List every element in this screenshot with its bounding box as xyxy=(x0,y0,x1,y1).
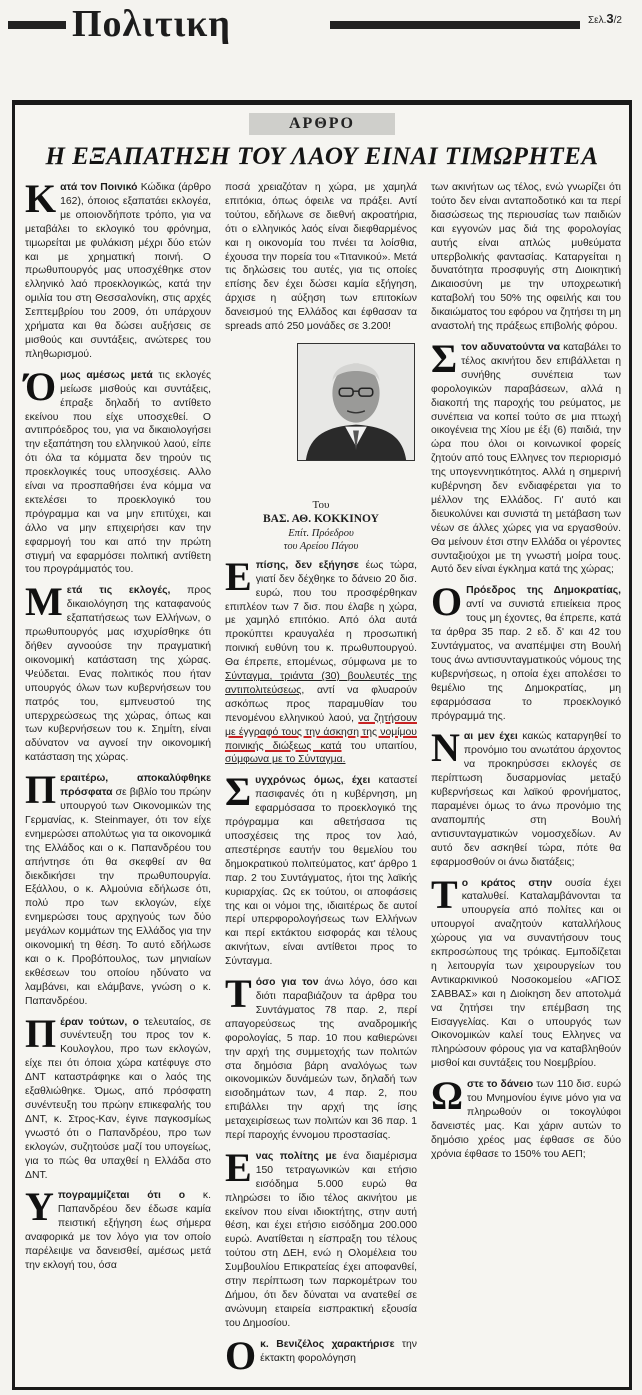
paragraph: Ο κ. Βενιζέλος χαρακτήρισε την έκτακτη φορολόγηση xyxy=(225,1332,418,1378)
paragraph: Περαιτέρω, αποκαλύφθηκε πρόσφατα σε βιβλίο του πρώην υπουργού των Οικονομικών της Γερμανίας, κ. Steinmayer, ότι τον είχε ενημερώσει απολύτως για τα οικονομικά της Ελλάδος και ο κ. Παπανδρέου του απήντησε ότι θα σκεφθεί αν θα διεκδικήσει την πρωθυπουργία. Εξάλλου, ο κ. Αλμούνια εδήλωσε ότι, πολύ προ των εκλογών, είχε ενημερώσει τους αρχηγούς των δύο μεγάλων κομμάτων της Ελλάδος για την οικονομική τη θέση. Το αυτό εδήλωσε και ο κ. Προβόπουλος, των μηνιαίων εκθέσεων του οποίου ηδύνατο να λαμβάνει, και ελάμβανε, γνώση ο κ. Παπανδρέου. xyxy=(25,767,211,1007)
paragraph: Τόσο για τον άνω λόγο, όσο και διότι παραβιάζουν τα άρθρα του Συντάγματος 78 παρ. 2, περί απαγορεύσεως της αναδρομικής φορολογίας, 5 παρ. 10 που καθιερώνει την αρχή της συμμετοχής των πολιτών στα δημόσια βάρη αναλόγως των οικονομικών δυνάμεών των, δηλαδή των εισοδημάτων των, 4 παρ. 2, που επιβάλλει την αρχή της ίσης μεταχειρίσεως των πολιτών και 36 παρ. 1 περί παροχής έννομου προστασίας. xyxy=(225,971,417,1142)
underlined-text: σύμφωνα με το Σύνταγμα. xyxy=(225,754,346,766)
drop-cap: Σ xyxy=(431,335,458,381)
paragraph: Όμως αμέσως μετά τις εκλογές μείωσε μισθούς και συντάξεις, έπραξε δηλαδή το αντίθετο εκείνου που είχε υποσχεθεί. Ο αντιπρόεδρος του, για να δικαιολογήσει την εξαπάτηση του ελληνικού λαού, είπε ότι όλα τα κόμματα δεν τηρούν τις προεκλογικές τους υποσχέσεις. Αλλο είναι να προσπαθήσει ένα κόμμα να εκτελέσει το προεκλογικό του πρόγραμμα και να μην επιτύχει, και άλλο να μην επιχειρήσει καν την εφαρμογή του και από την πρώτη στιγμή να εφαρμόσει πολιτική αντίθετη του προγράμματός του. xyxy=(25,363,211,576)
page-number: Σελ.3/2 xyxy=(588,11,622,26)
drop-cap: Τ xyxy=(225,971,252,1017)
article-frame xyxy=(12,100,632,1390)
drop-cap: Κ xyxy=(25,176,57,221)
paragraph: Ο Πρόεδρος της Δημοκρατίας, αντί να συνιστά επιείκεια προς τους μη έχοντες, θα έπρεπε, κατά τα άρθρα 35 παρ. 2 εδ. δ' και 42 του Συντάγματος, να αναπέμψει στη Βουλή τους άνω αντισυνταγματικούς νόμους της κυβερνήσεως, η οποία έχει απολέσει το θεμέλιο της Δημοκρατίας, μη εφαρμόσασα το προεκλογικό πρόγραμμά της. xyxy=(431,579,621,722)
drop-cap: Ό xyxy=(25,363,57,409)
paragraph: των ακινήτων ως τέλος, ενώ γνωρίζει ότι τούτο δεν είναι ανταποδοτικό και τα περί διασώσεως της περιουσίας των παιδιών και εγγονών μας διά της φορολογίας αυτής είναι απλώς μυθεύματα υπερβολικής φαντασίας. Καταργείται η δυνατότητα προσφυγής στη Διοικητική Δικαιοσύνη με την υποχρεωτική καταβολή του 50% της οφειλής και του δικαιώματος του εφόρου να ζητήσει τη μη αναστολή της πράξεως επιβολής φόρου. xyxy=(431,182,621,333)
red-underlined-text: να ζητήσουν με έγγραφό τους την άσκηση της νομίμου ποινικής διώξεως κατά xyxy=(225,712,417,752)
paragraph: Επίσης, δεν εξήγησε έως τώρα, γιατί δεν δέχθηκε το δάνειο 20 δισ. ευρώ, που του προσφέρθηκαν επιπλέον των 7 δισ. που έλαβε η χώρα, με χαμηλό επιτόκιο. Από όλα αυτά προκύπτει κραυγαλέα η προσωπική ποινική ευθύνη του κ. πρωθυπουργού. Θα έπρεπε, επομένως, σύμφωνα με το Σύνταγμα, τριάντα (30) βουλευτές της αντιπολιτεύσεως, αντί να φλυαρούν ασκόπως προς παραμυθίαν του πενομένου ελληνικού λαού, να ζητήσουν με έγγραφό τους την άσκηση της νομίμου ποινικής διώξεως κατά του υπαιτίου, σύμφωνα με το Σύνταγμα. xyxy=(225,553,417,766)
author-title-1: Επίτ. Πρόεδρου xyxy=(288,527,354,539)
drop-cap: Υ xyxy=(25,1184,54,1230)
author-title-2: του Αρείου Πάγου xyxy=(283,540,359,552)
paragraph: Ενας πολίτης με ένα διαμέρισμα 150 τετραγωνικών και ετήσιο εισόδημα 5.000 ευρώ θα πληρώσει το ίδιο τέλος ακινήτου με εκείνον που είναι ιδιοκτήτης, στην αυτή θέση, και έχει ετήσιο εισόδημα 200.000 ευρώ. Ανατίθεται η είσπραξη του τέλους τούτου στη ΔΕΗ, ενώ η Ολομέλεια του Συμβουλίου Επικρατείας έχει αποφανθεί, στην περίπτωση των παρκομέτρων του Δήμου, ότι δεν δύναται να ανατεθεί σε ανώνυμη εταιρεία εισπρακτική εξουσία του Δημοσίου. xyxy=(225,1144,417,1329)
paragraph: Ωστε το δάνειο των 110 δισ. ευρώ του Μνημονίου έγινε μόνο για να πληρωθούν οι τοκογλύφοι δανειστές μας. Και χάριν αυτών το δημόσιο χρέος μας έφθασε σε δύο χρόνια έφθασε το 150% του ΑΕΠ; xyxy=(431,1073,621,1160)
drop-cap: Ε xyxy=(225,553,252,599)
section-header xyxy=(0,0,642,52)
paragraph: Συγχρόνως όμως, έχει καταστεί πασιφανές ότι η κυβέρνηση, μη εφαρμόσασα το προεκλογικό της πρόγραμμα και αθετήσασα τις υποσχέσεις της προς τον λαό, απεστέρησε εαυτήν του θεμελίου του δημοκρατικού πολιτεύματος, κατ' άρθρο 1 παρ. 2 του Συντάγματος, ήτοι της λαϊκής κυριαρχίας. Ως εκ τούτου, οι αποφάσεις της και οι νόμοι της, ιδιαιτέρως δε αυτοί περί υπερφορολογήσεως των Ελλήνων και περί εκτάκτου εισφοράς και τέλους ακινήτων, είναι αντίθετοι προς το Σύνταγμα. xyxy=(225,769,418,968)
header-rule-left xyxy=(8,21,66,29)
section-title: Πολιτικη xyxy=(72,3,231,45)
drop-cap: Π xyxy=(25,1010,57,1056)
drop-cap: Ν xyxy=(431,725,460,771)
paragraph: Κατά τον Ποινικό Κώδικα (άρθρο 162), όποιος εξαπατάει εκλογέα, με οποιονδήποτε τρόπο, για να μεταβάλει το εκλογικό του φρόνημα, τιμωρείται με φυλάκιση μέχρι δύο ετών και με χρηματική ποινή. Ο πρωθυπουργός μας υποσχέθηκε στον ελληνικό λαό προεκλογικώς, κατά την ομιλία του στη Θεσσαλονίκη, στις αρχές Σεπτεμβρίου του 2009, ότι υπάρχουν χρήματα και θα δώσει αυξήσεις σε μισθούς και συντάξεις, ανώτερες του πληθωρισμού. xyxy=(25,176,211,360)
paragraph: Το κράτος στην ουσία έχει καταλυθεί. Καταλαμβάνονται τα υπουργεία από πολίτες και οι υπουργοί αναζητούν καταλλήλους χώρους για να συναντήσουν τους εκπροσώπους της τρόικας. Εμποδίζεται η λειτουργία των χειρουργείων του Αντικαρκινικού Νοσοκομείου «ΑΓΙΟΣ ΣΑΒΒΑΣ» και η Διοίκηση δεν αποτολμά να ζητήσει την επέμβαση της Εισαγγελίας. Και ο υπουργός των Οικονομικών καλεί τους Ελληνες να πληρώσουν φόρους για να καταβληθούν μισθοί και συντάξεις του Νοεμβρίου. xyxy=(431,871,621,1070)
column-1 xyxy=(25,176,212,1280)
paragraph: Στον αδυνατούντα να καταβάλει το τέλος ακινήτου δεν επιβάλλεται η συνήθης συνέπεια των φορολογικών παραβάσεων, αλλά η διακοπή της παροχής του ρεύματος, με συνέπεια να κοπεί τούτο σε μια πτωχή οικογένεια της Χίου με έξι (6) παιδιά, την ώρα που όλοι οι κοινωνικοί φορείς ζητούν από τους Ελληνες τον περιορισμό της υπογεννητικότητος. Αλλά η σημερινή κυβέρνηση δεν ενδιαφέρεται για το μέλλον της Ελλάδος. Γι' αυτό και διευκολύνει και συνιστά τη μετάβαση των νέων σε άλλες χώρες για να εργασθούν. Θα μείνουν έτσι στην Ελλάδα οι γέροντες συνταξιούχοι με τη γνωστή μοίρα τους. Αυτό δεν είναι έγκλημα κατά της χώρας; xyxy=(431,335,621,576)
paragraph: ποσά χρειαζόταν η χώρα, με χαμηλά επιτόκια, όπως όφειλε να πράξει. Αντί τούτου, εδήλωνε σε διεθνή ακροατήρια, ότι ο ελληνικός λαός είναι διεφθαρμένος και η οικονομία του πνέει τα λοίσθια, έχουσα την πορεία του «Τιτανικού». Μετά τις δηλώσεις του αυτές, για τις οποίες επίσης δεν έχει δώσει καμία εξήγηση, άρχισε η αύξηση των επιτοκίων δανεισμού της Ελλάδος και έφθασαν τα spreads από 250 μονάδες σε 3.200! xyxy=(225,182,417,333)
paragraph: Υπογραμμίζεται ότι ο κ. Παπανδρέου δεν έδωσε καμία πειστική εξήγηση έως σήμερα αναφορικά με τον λόγο για τον οποίο παρέλειψε να δανεισθεί, αμέσως μετά την εκλογή του, όσα xyxy=(25,1184,211,1271)
drop-cap: Π xyxy=(25,767,57,813)
drop-cap: Ω xyxy=(431,1073,464,1119)
drop-cap: Σ xyxy=(225,769,252,815)
author-name: ΒΑΣ. ΑΘ. ΚΟΚΚΙΝΟΥ xyxy=(263,512,379,525)
column-2 xyxy=(225,181,418,1378)
drop-cap: Ο xyxy=(431,579,463,625)
column-3 xyxy=(431,181,621,1169)
drop-cap: Τ xyxy=(431,871,458,917)
underlined-text: Σύνταγμα, τριάντα (30) βουλευτές της αντιπολιτεύσεως xyxy=(225,671,417,696)
byline-prefix: Του xyxy=(312,498,330,511)
paragraph: Ναι μεν έχει κακώς καταργηθεί το προνόμιο του ανωτάτου άρχοντος να προκηρύσσει εκλογές σε περίπτωση δυσαρμονίας μεταξύ κυβερνήσεως και λαϊκού φρονήματος, παραμένει όμως το άνω προνόμιο της αναπομπής στη Βουλή αντισυνταγματικών νομοσχεδίων. Αν αυτό δεν ασκηθεί τώρα, πότε θα εφαρμοσθούν οι άνω διατάξεις; xyxy=(431,725,621,868)
headline: Η ΕΞΑΠΑΤΗΣΗ ΤΟΥ ΛΑΟΥ ΕΙΝΑΙ ΤΙΜΩΡΗΤΕΑ xyxy=(45,143,599,170)
drop-cap: Ε xyxy=(225,1144,252,1190)
paragraph: Μετά τις εκλογές, προς δικαιολόγηση της καταφανούς εξαπατήσεως των Ελλήνων, ο πρωθυπουργός μας ισχυρίσθηκε ότι δήθεν αγνοούσε την πραγματική οικονομική κατάσταση της χώρας. Ψεύδεται. Ενας πολιτικός που ήταν υπουργός όλων των κυβερνήσεων του πατρός του, εμπνευστού της υπερχρεώσεως της χώρας, όπως και των κυβερνήσεων του κ. Σημίτη, είναι αδύνατον να αγνοεί την οικονομική κατάσταση της χώρας. xyxy=(25,579,211,764)
header-rule-right xyxy=(330,21,580,29)
rubric-label: ΑΡΘΡΟ xyxy=(249,113,395,135)
drop-cap: Ο xyxy=(225,1332,257,1378)
byline xyxy=(225,497,417,559)
paragraph: Πέραν τούτων, ο τελευταίος, σε συνέντευξη του προς τον κ. Κουλογλου, προ των εκλογών, είχε πει ότι όποια χώρα κατέφυγε στο ΔΝΤ καταστράφηκε και ο λαός της εξαθλιώθηκε. Όμως, από πρόσφατη συνέντευξη του πρώην επικεφαλής του ΔΝΤ, κ. Στρος-Καν, έγινε παγκοσμίως γνωστό ότι ο Παπανδρέου, προ των εκλογών, συζητούσε μαζί του υπογείως, για το πώς θα υπαχθεί η Ελλάδα στο ΔΝΤ. xyxy=(25,1010,212,1181)
drop-cap: Μ xyxy=(25,579,63,625)
author-photo-block xyxy=(297,343,417,493)
author-portrait xyxy=(297,343,415,461)
